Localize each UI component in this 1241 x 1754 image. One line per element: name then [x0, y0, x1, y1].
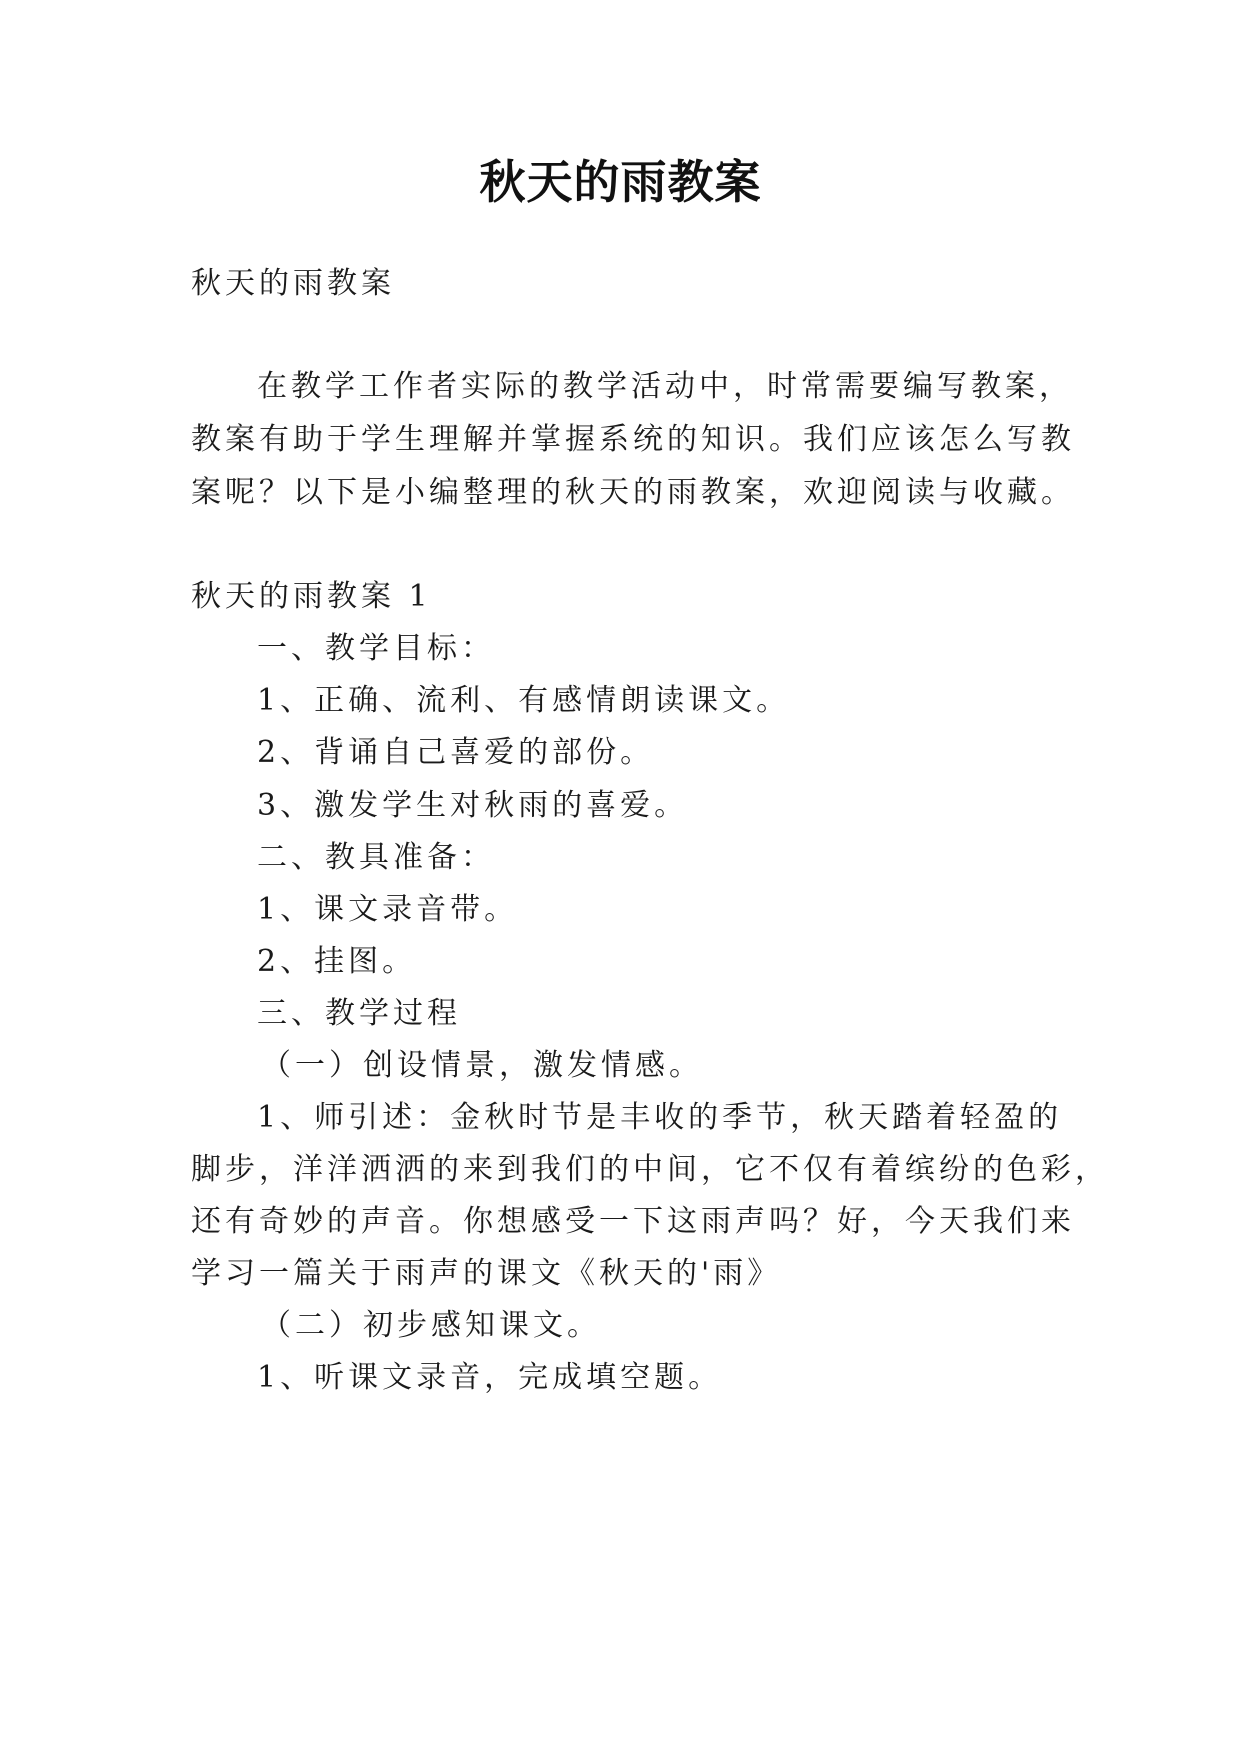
document-title: 秋天的雨教案: [479, 155, 762, 209]
intro-line: 教案有助于学生理解并掌握系统的知识。我们应该怎么写教: [191, 422, 1075, 457]
section-heading: 秋天的雨教案 1: [191, 579, 432, 614]
body-line: 二、教具准备：: [257, 840, 495, 875]
body-line: 三、教学过程: [257, 996, 461, 1031]
body-line: 1、师引述：金秋时节是丰收的季节，秋天踏着轻盈的: [257, 1100, 1063, 1135]
body-line: 一、教学目标：: [257, 631, 495, 666]
body-line: 1、听课文录音，完成填空题。: [257, 1360, 723, 1395]
body-line: 1、正确、流利、有感情朗读课文。: [257, 683, 791, 718]
body-line: 2、背诵自己喜爱的部份。: [257, 735, 655, 770]
body-line: 3、激发学生对秋雨的喜爱。: [257, 788, 689, 823]
intro-line: 案呢？以下是小编整理的秋天的雨教案，欢迎阅读与收藏。: [191, 475, 1075, 510]
paragraph-line: 学习一篇关于雨声的课文《秋天的'雨》: [191, 1256, 782, 1291]
body-line: 2、挂图。: [257, 944, 417, 979]
paragraph-line: 还有奇妙的声音。你想感受一下这雨声吗？好，今天我们来: [191, 1204, 1075, 1239]
paragraph-line: 脚步，洋洋洒洒的来到我们的中间，它不仅有着缤纷的色彩，: [191, 1152, 1109, 1187]
body-line: （一）创设情景，激发情感。: [261, 1048, 703, 1083]
body-line: 1、课文录音带。: [257, 892, 519, 927]
body-line: （二）初步感知课文。: [261, 1308, 601, 1343]
subtitle: 秋天的雨教案: [191, 266, 395, 301]
intro-line: 在教学工作者实际的教学活动中，时常需要编写教案，: [257, 369, 1073, 404]
